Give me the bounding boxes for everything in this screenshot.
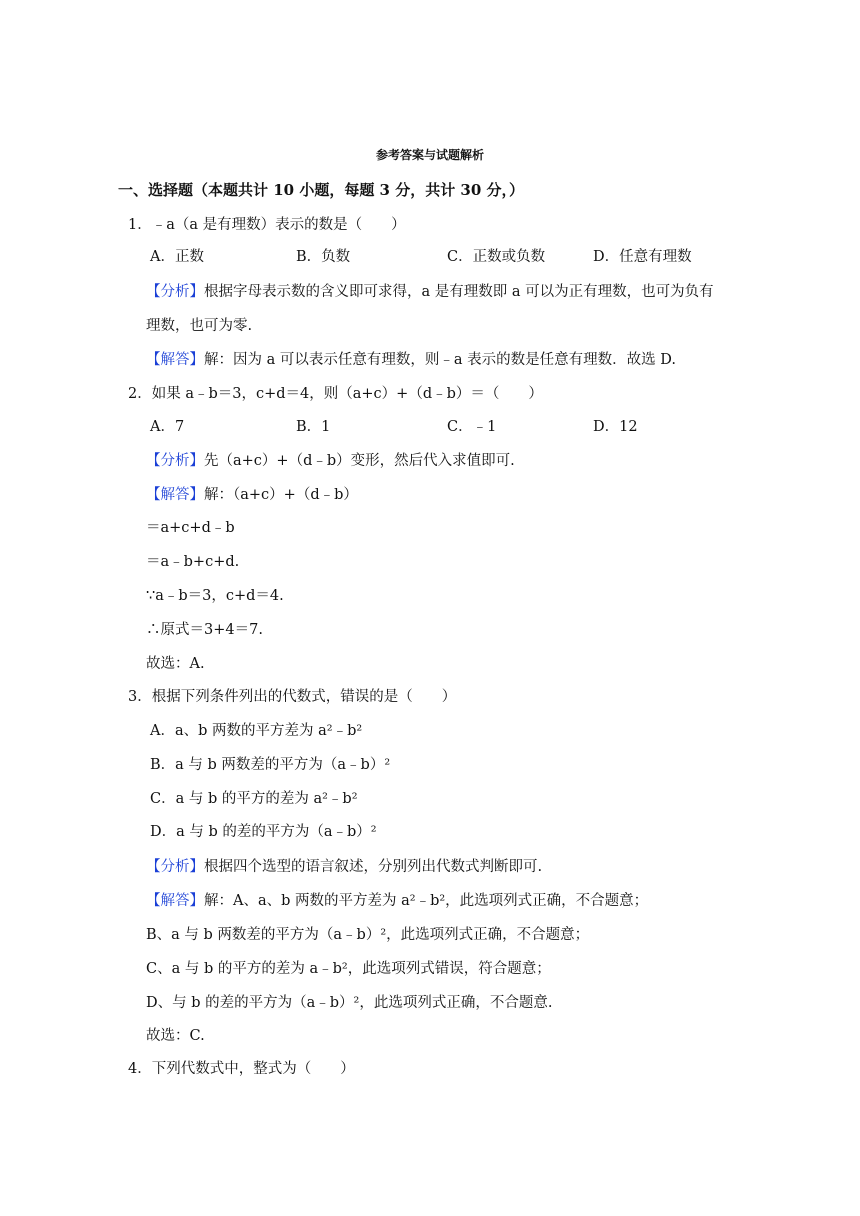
q3-option-d: D．a 与 b 的差的平方为（a﹣b）²	[150, 824, 377, 840]
q1-option-a: A．正数	[150, 249, 204, 265]
q2-step: ∵a﹣b＝3，c+d＝4.	[146, 588, 284, 604]
analysis-tag: 【分析】	[146, 859, 204, 875]
q3-analysis-text: 根据四个选型的语言叙述，分别列出代数式判断即可.	[204, 859, 543, 875]
q1-option-b: B．负数	[296, 249, 351, 265]
q2-option-d: D．12	[593, 419, 638, 435]
q3-step: B、a 与 b 两数差的平方为（a﹣b）²，此选项列式正确，不合题意；	[146, 927, 590, 943]
q2-answer	[146, 485, 358, 505]
q3-option-b: B．a 与 b 两数差的平方为（a﹣b）²	[150, 757, 391, 773]
section-heading: 一、选择题（本题共计 10 小题，每题 3 分，共计 30 分，）	[118, 181, 525, 199]
q2-answer-text: 解：（a+c）+（d﹣b）	[204, 487, 358, 503]
question-3-stem: 3．根据下列条件列出的代数式，错误的是（ ）	[128, 689, 457, 705]
q1-answer-text: 解：因为 a 可以表示任意有理数，则﹣a 表示的数是任意有理数．故选 D.	[204, 352, 676, 368]
q3-option-a: A．a、b 两数的平方差为 a²﹣b²	[150, 723, 363, 739]
q3-option-c: C．a 与 b 的平方的差为 a²﹣b²	[150, 791, 358, 807]
q1-analysis-text: 根据字母表示数的含义即可求得，a 是有理数即 a 可以为正有理数，也可为负有	[204, 284, 714, 300]
q3-analysis	[146, 857, 542, 877]
answer-tag: 【解答】	[146, 487, 204, 503]
question-4-stem: 4．下列代数式中，整式为（ ）	[128, 1061, 355, 1077]
question-2-stem: 2．如果 a﹣b＝3，c+d＝4，则（a+c）+（d﹣b）＝（ ）	[128, 386, 543, 402]
page-title: 参考答案与试题解析	[375, 148, 484, 162]
analysis-tag: 【分析】	[146, 453, 204, 469]
q3-answer-text: 解：A、a、b 两数的平方差为 a²﹣b²，此选项列式正确，不合题意；	[204, 893, 649, 909]
q1-option-d: D．任意有理数	[593, 249, 692, 265]
q2-analysis-text: 先（a+c）+（d﹣b）变形，然后代入求值即可.	[204, 453, 515, 469]
q1-answer	[146, 350, 676, 370]
q3-step: C、a 与 b 的平方的差为 a﹣b²，此选项列式错误，符合题意；	[146, 961, 551, 977]
q2-option-a: A．7	[150, 419, 185, 435]
q2-step: 故选：A.	[146, 656, 205, 672]
q2-analysis	[146, 451, 515, 471]
q2-step: ＝a﹣b+c+d.	[146, 554, 240, 570]
q3-step: D、与 b 的差的平方为（a﹣b）²，此选项列式正确，不合题意.	[146, 995, 553, 1011]
question-1-stem: 1．﹣a（a 是有理数）表示的数是（ ）	[128, 217, 406, 233]
q2-option-b: B．1	[296, 419, 331, 435]
q1-analysis	[146, 282, 714, 302]
answer-tag: 【解答】	[146, 352, 204, 368]
q2-step: ＝a+c+d﹣b	[146, 520, 235, 536]
answer-tag: 【解答】	[146, 893, 204, 909]
analysis-tag: 【分析】	[146, 284, 204, 300]
q3-step: 故选：C.	[146, 1028, 205, 1044]
q1-option-c: C．正数或负数	[447, 249, 546, 265]
q2-step: ∴原式＝3+4＝7.	[146, 622, 263, 638]
q3-answer	[146, 891, 648, 911]
q2-option-c: C．﹣1	[447, 419, 497, 435]
q1-analysis-cont: 理数，也可为零.	[146, 318, 253, 334]
